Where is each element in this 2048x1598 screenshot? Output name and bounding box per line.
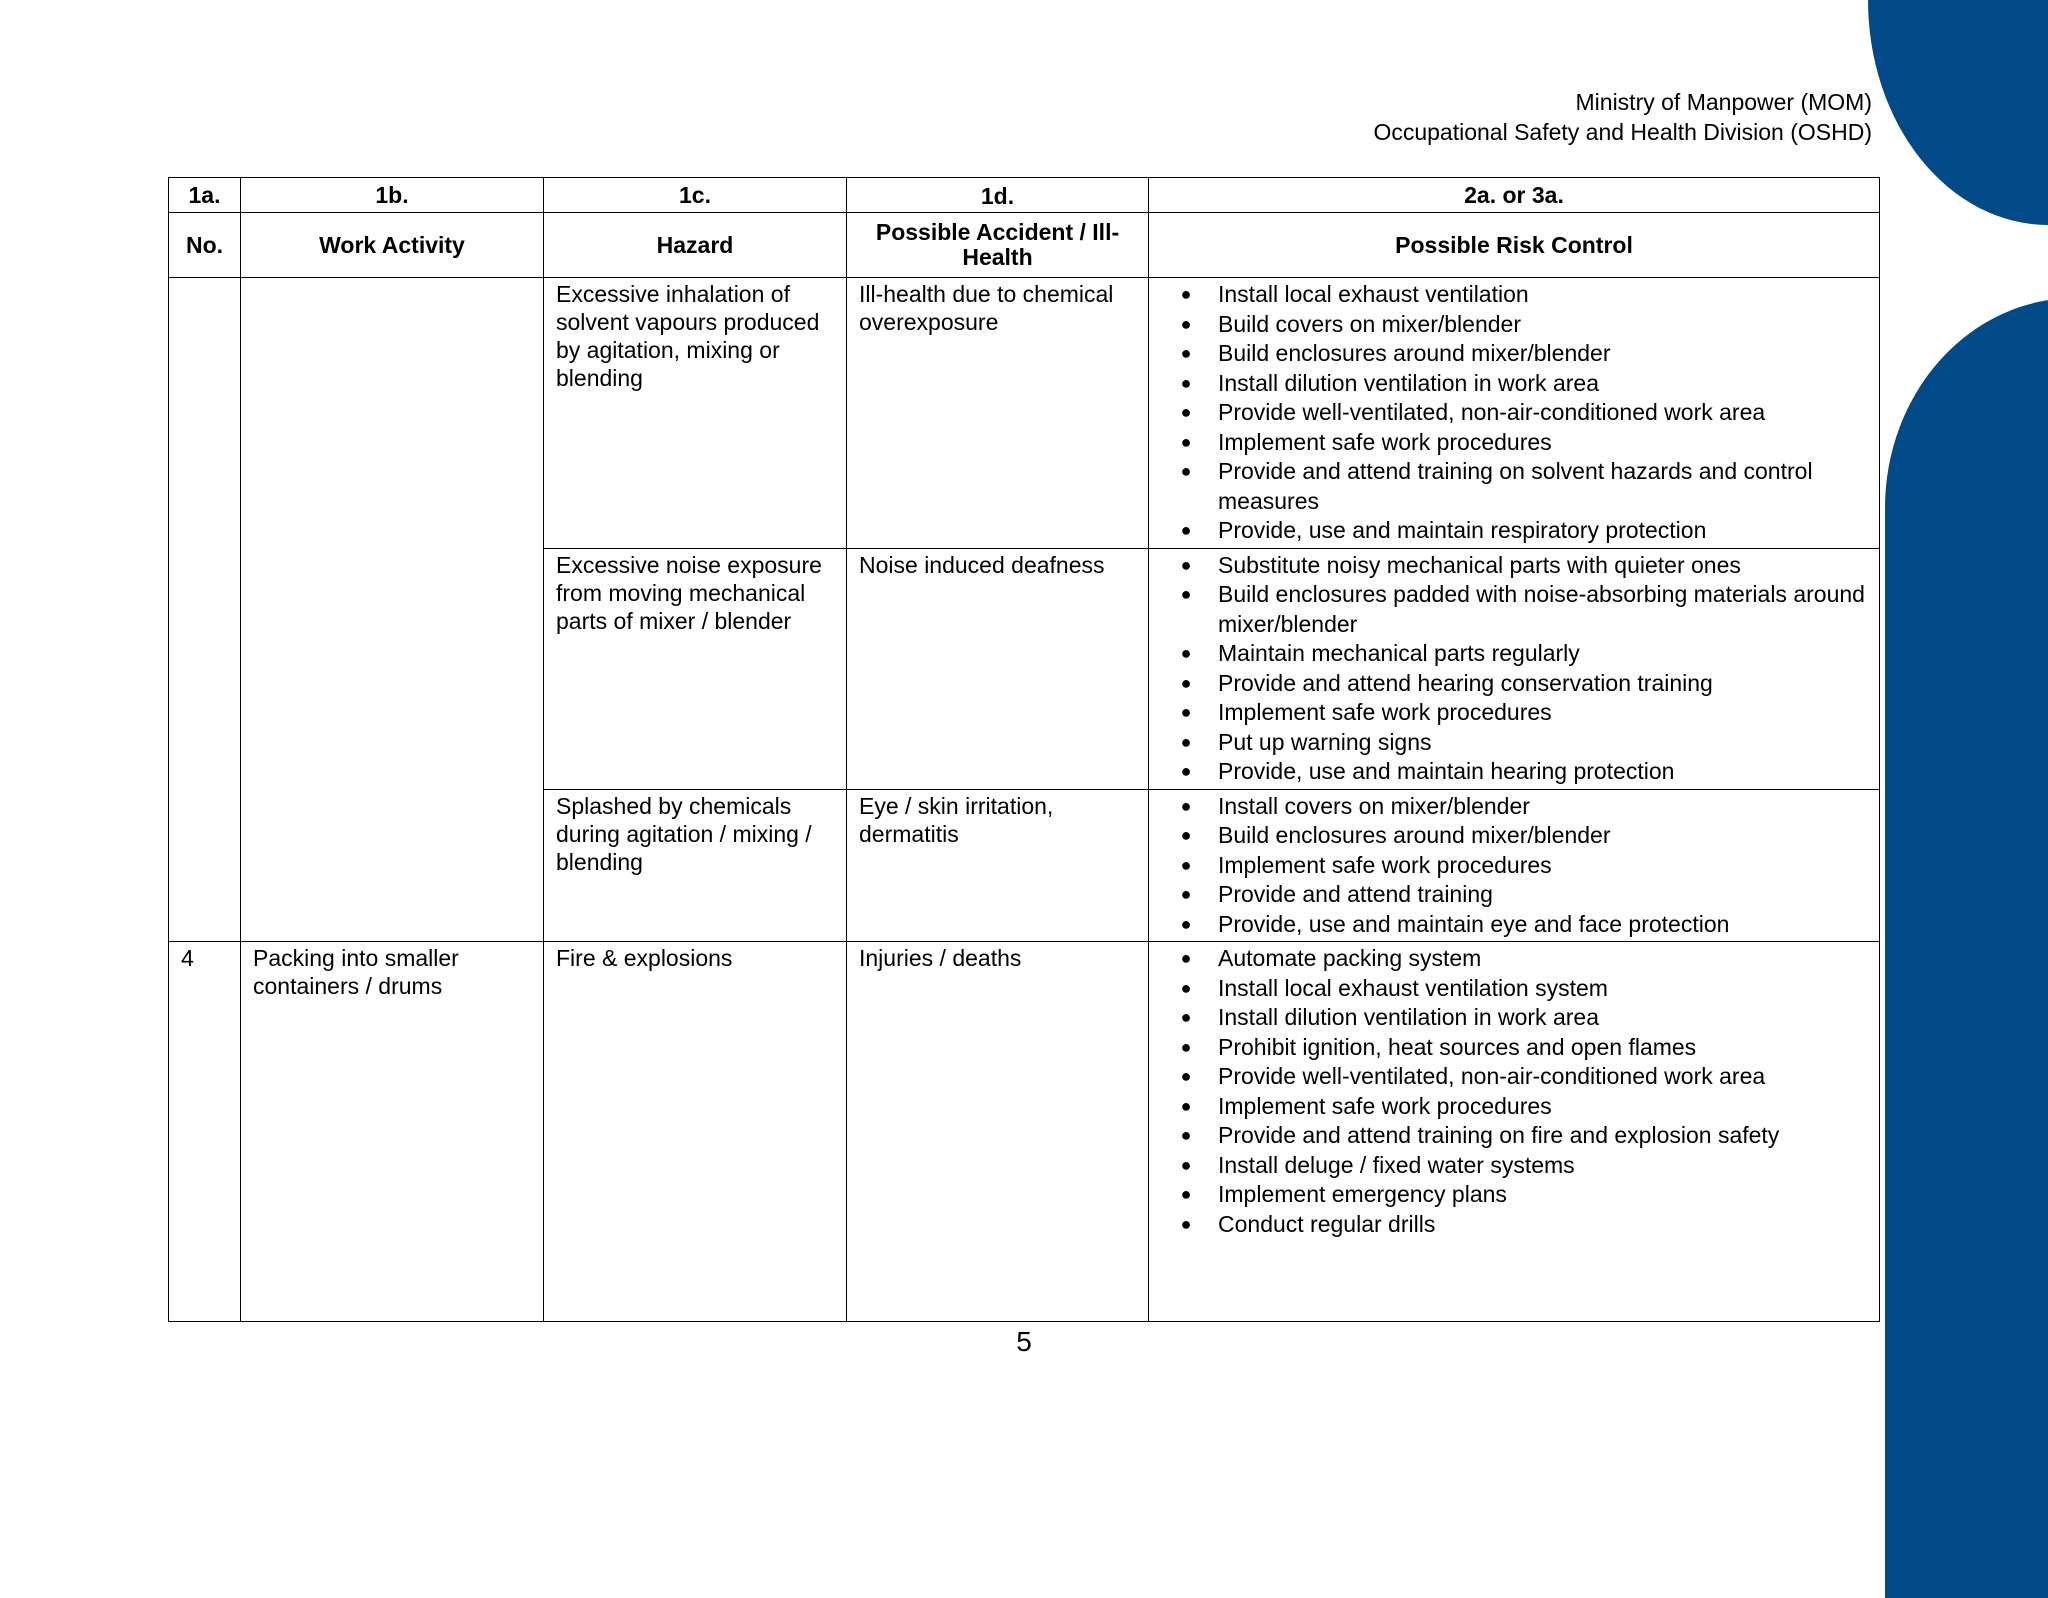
col-code-hazard: 1c. xyxy=(544,178,847,213)
control-item xyxy=(1161,1121,1867,1151)
control-item xyxy=(1161,910,1867,940)
controls-list xyxy=(1161,944,1867,1239)
bullet-icon: ● xyxy=(1180,584,1192,604)
bullet-icon: ● xyxy=(1180,313,1192,334)
col-title-activity: Work Activity xyxy=(241,213,544,278)
bullet-icon: ● xyxy=(1180,825,1192,845)
decorative-blue-shape-top xyxy=(1868,0,2048,225)
control-item xyxy=(1161,639,1867,669)
control-text: Provide, use and maintain eye and face protection xyxy=(1218,910,1730,937)
control-item xyxy=(1161,1062,1867,1092)
bullet-icon: ● xyxy=(1180,913,1192,934)
col-code-no: 1a. xyxy=(169,178,241,213)
bullet-icon: ● xyxy=(1180,854,1192,875)
cell-hazard: Excessive inhalation of solvent vapours produced by agitation, mixing or blending xyxy=(544,278,847,549)
control-text: Provide well-ventilated, non-air-conditioned work area xyxy=(1218,1063,1766,1089)
control-text: Put up warning signs xyxy=(1218,728,1432,755)
control-item xyxy=(1161,280,1867,310)
header-ministry: Ministry of Manpower (MOM) xyxy=(1575,89,1872,115)
bullet-icon: ● xyxy=(1180,343,1192,363)
bullet-icon: ● xyxy=(1180,1007,1192,1027)
bullet-icon: ● xyxy=(1180,1184,1192,1204)
cell-controls xyxy=(1149,789,1880,942)
control-text: Implement safe work procedures xyxy=(1218,428,1552,455)
col-code-control: 2a. or 3a. xyxy=(1149,178,1880,213)
cell-controls xyxy=(1149,548,1880,789)
control-item xyxy=(1161,369,1867,399)
control-text: Build enclosures around mixer/blender xyxy=(1218,822,1611,848)
column-title-row xyxy=(169,213,1880,278)
control-text: Install dilution ventilation in work area xyxy=(1218,1004,1599,1030)
cell-controls xyxy=(1149,278,1880,549)
bullet-icon: ● xyxy=(1180,643,1192,663)
cell-accident: Injuries / deaths xyxy=(847,942,1149,1322)
bullet-icon: ● xyxy=(1180,884,1192,904)
bullet-icon: ● xyxy=(1180,1154,1192,1175)
col-title-hazard: Hazard xyxy=(544,213,847,278)
controls-list xyxy=(1161,792,1867,940)
control-text: Provide, use and maintain respiratory protection xyxy=(1218,517,1707,543)
cell-activity xyxy=(241,278,544,942)
bullet-icon: ● xyxy=(1180,520,1192,540)
cell-no xyxy=(169,278,241,942)
cell-accident: Ill-health due to chemical overexposure xyxy=(847,278,1149,549)
control-text: Provide and attend hearing conservation training xyxy=(1218,669,1713,696)
control-text: Install local exhaust ventilation xyxy=(1218,281,1529,307)
bullet-icon: ● xyxy=(1180,702,1192,722)
control-item xyxy=(1161,1092,1867,1122)
bullet-icon: ● xyxy=(1180,1125,1192,1145)
control-item xyxy=(1161,457,1867,516)
control-text: Install dilution ventilation in work area xyxy=(1218,369,1599,396)
bullet-icon: ● xyxy=(1180,1036,1192,1057)
table-row xyxy=(169,278,1880,549)
controls-list xyxy=(1161,280,1867,546)
control-text: Substitute noisy mechanical parts with quieter ones xyxy=(1218,551,1741,578)
control-item xyxy=(1161,821,1867,851)
risk-assessment-table xyxy=(168,177,1880,1322)
bullet-icon: ● xyxy=(1180,977,1192,998)
decorative-blue-shape-side xyxy=(1885,298,2048,1598)
cell-controls xyxy=(1149,942,1880,1322)
page-header xyxy=(1373,87,1872,147)
bullet-icon: ● xyxy=(1180,761,1192,781)
col-code-activity: 1b. xyxy=(241,178,544,213)
control-item xyxy=(1161,698,1867,728)
control-text: Install deluge / fixed water systems xyxy=(1218,1151,1575,1178)
control-item xyxy=(1161,398,1867,428)
controls-list xyxy=(1161,551,1867,787)
control-item xyxy=(1161,551,1867,581)
control-item xyxy=(1161,1033,1867,1063)
control-text: Build covers on mixer/blender xyxy=(1218,310,1521,337)
bullet-icon: ● xyxy=(1180,948,1192,968)
control-text: Install local exhaust ventilation system xyxy=(1218,974,1608,1001)
bullet-icon: ● xyxy=(1180,1213,1192,1234)
control-item xyxy=(1161,851,1867,881)
cell-no: 4 xyxy=(169,942,241,1322)
col-code-accident: 1d. xyxy=(847,178,1149,213)
control-item xyxy=(1161,1003,1867,1033)
control-item xyxy=(1161,1180,1867,1210)
bullet-icon: ● xyxy=(1180,1095,1192,1116)
control-text: Implement safe work procedures xyxy=(1218,851,1552,878)
control-item xyxy=(1161,516,1867,546)
control-text: Implement safe work procedures xyxy=(1218,1092,1552,1119)
bullet-icon: ● xyxy=(1180,461,1192,481)
control-text: Provide, use and maintain hearing protection xyxy=(1218,758,1675,784)
control-text: Implement emergency plans xyxy=(1218,1181,1507,1207)
control-text: Maintain mechanical parts regularly xyxy=(1218,640,1580,666)
control-item xyxy=(1161,669,1867,699)
cell-hazard: Splashed by chemicals during agitation / mixing / blending xyxy=(544,789,847,942)
bullet-icon: ● xyxy=(1180,731,1192,752)
control-text: Provide well-ventilated, non-air-conditioned work area xyxy=(1218,399,1766,425)
cell-hazard: Excessive noise exposure from moving mechanical parts of mixer / blender xyxy=(544,548,847,789)
cell-hazard: Fire & explosions xyxy=(544,942,847,1322)
control-text: Build enclosures padded with noise-absorbing materials around mixer/blender xyxy=(1218,581,1865,637)
control-item xyxy=(1161,792,1867,822)
control-item xyxy=(1161,580,1867,639)
control-text: Provide and attend training on fire and explosion safety xyxy=(1218,1122,1780,1148)
column-code-row xyxy=(169,178,1880,213)
header-division: Occupational Safety and Health Division (OSHD) xyxy=(1373,119,1872,145)
control-text: Prohibit ignition, heat sources and open flames xyxy=(1218,1033,1697,1060)
control-item xyxy=(1161,428,1867,458)
control-item xyxy=(1161,339,1867,369)
col-title-no: No. xyxy=(169,213,241,278)
control-item xyxy=(1161,310,1867,340)
bullet-icon: ● xyxy=(1180,554,1192,575)
col-title-control: Possible Risk Control xyxy=(1149,213,1880,278)
bullet-icon: ● xyxy=(1180,672,1192,693)
control-text: Provide and attend training xyxy=(1218,881,1493,907)
col-title-accident: Possible Accident / Ill-Health xyxy=(847,213,1149,278)
control-item xyxy=(1161,880,1867,910)
bullet-icon: ● xyxy=(1180,284,1192,304)
control-text: Automate packing system xyxy=(1218,945,1482,971)
cell-accident: Noise induced deafness xyxy=(847,548,1149,789)
control-item xyxy=(1161,1210,1867,1240)
control-item xyxy=(1161,974,1867,1004)
bullet-icon: ● xyxy=(1180,431,1192,452)
bullet-icon: ● xyxy=(1180,795,1192,816)
control-item xyxy=(1161,728,1867,758)
control-text: Install covers on mixer/blender xyxy=(1218,792,1530,819)
table-row xyxy=(169,942,1880,1322)
cell-accident: Eye / skin irritation, dermatitis xyxy=(847,789,1149,942)
control-item xyxy=(1161,944,1867,974)
page-number: 5 xyxy=(1016,1326,1032,1357)
bullet-icon: ● xyxy=(1180,402,1192,422)
control-item xyxy=(1161,1151,1867,1181)
control-text: Implement safe work procedures xyxy=(1218,699,1552,725)
control-text: Provide and attend training on solvent hazards and control measures xyxy=(1218,458,1813,514)
control-text: Conduct regular drills xyxy=(1218,1210,1436,1237)
bullet-icon: ● xyxy=(1180,1066,1192,1086)
cell-activity: Packing into smaller containers / drums xyxy=(241,942,544,1322)
control-item xyxy=(1161,757,1867,787)
bullet-icon: ● xyxy=(1180,372,1192,393)
control-text: Build enclosures around mixer/blender xyxy=(1218,340,1611,366)
